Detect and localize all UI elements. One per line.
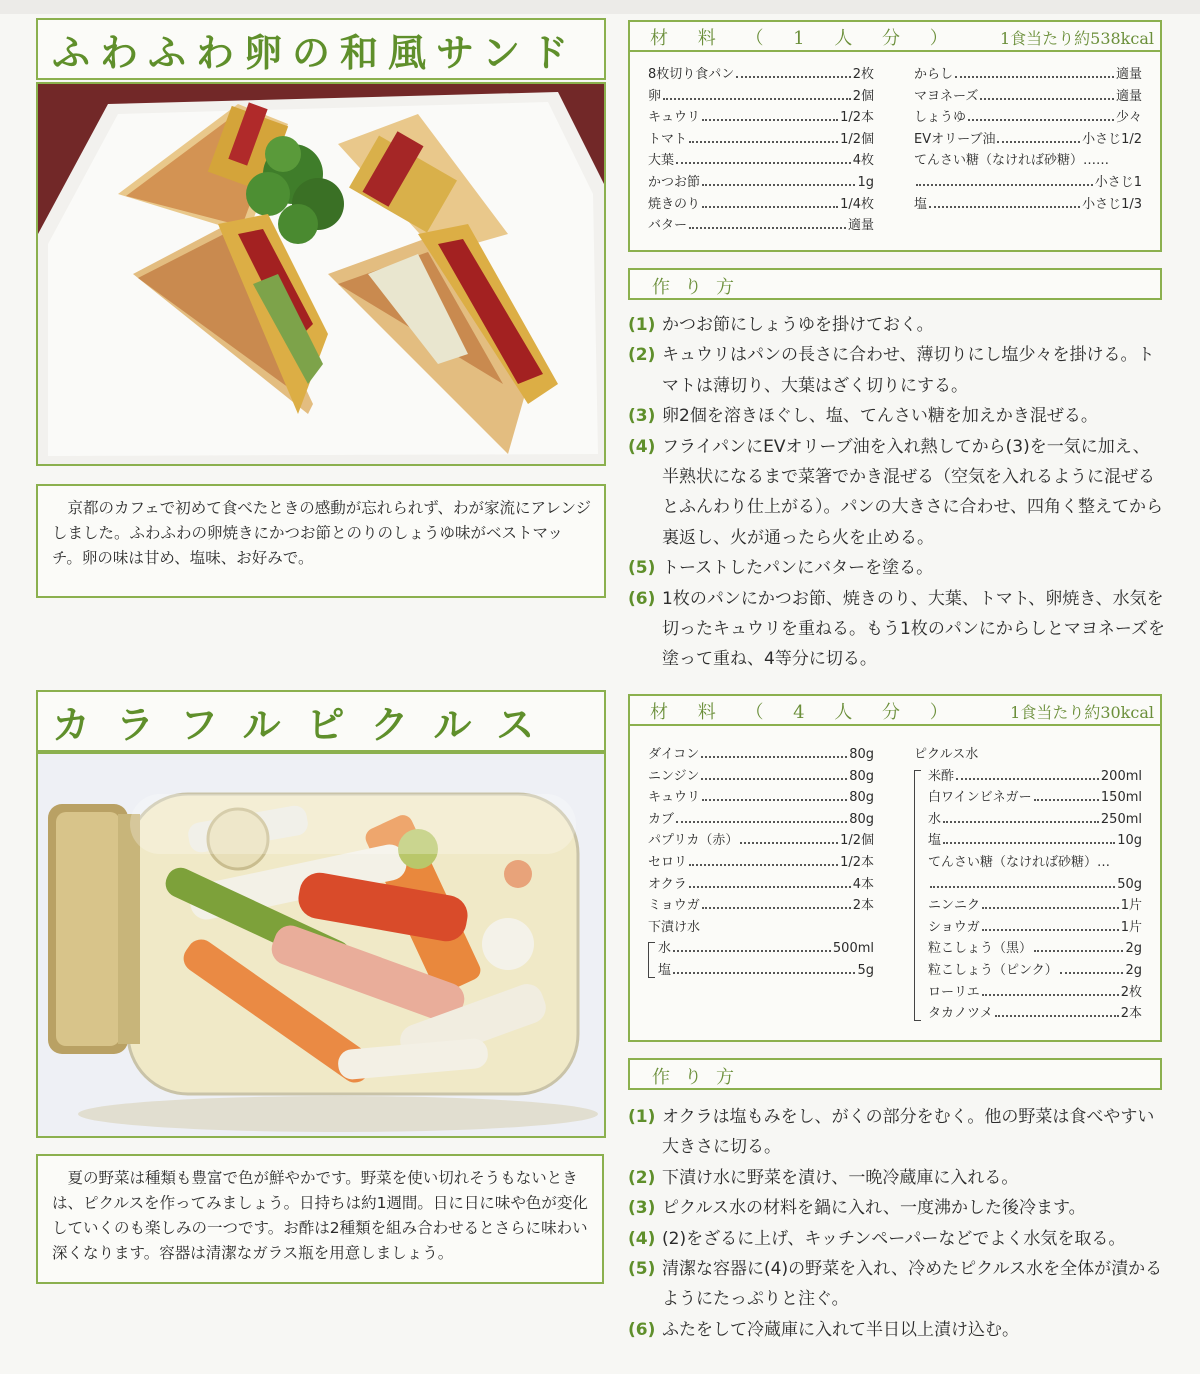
ingredients-header [630, 696, 1160, 726]
ingredient-amount: 2個 [852, 88, 874, 104]
ingredient-row [914, 107, 1142, 129]
ingredients-box [628, 20, 1162, 252]
ingredient-amount: 小さじ1/2 [1082, 131, 1142, 147]
ingredient-name: 水 [928, 811, 942, 827]
step-number: (3) [628, 1198, 656, 1219]
recipe-description: 京都のカフェで初めて食べたときの感動が忘れられず、わが家流にアレンジしました。ふわふわの卵焼きにかつお節とのりのしょうゆ味がベストマッチ。卵の味は甘め、塩味、お好みで。 [52, 499, 592, 567]
leader-dots [702, 799, 847, 801]
step-text: オクラは塩もみをし、がくの部分をむく。他の野菜は食べやすい大きさに切る。 [662, 1107, 1155, 1158]
ingredient-amount: 2本 [852, 898, 874, 914]
ingredient-name: 塩 [914, 196, 928, 212]
ingredient-name: 大葉 [648, 153, 675, 169]
ingredient-name: ショウガ [928, 919, 980, 935]
step-number: (1) [628, 1107, 656, 1127]
method-steps [628, 310, 1166, 675]
ingredient-row [928, 960, 1142, 982]
recipe-description-box [36, 484, 606, 598]
leader-dots [689, 227, 846, 229]
ingredient-name: しょうゆ [914, 110, 967, 126]
ingredient-row [648, 895, 874, 917]
ingredient-name: トマト [648, 131, 688, 147]
ingredient-name: カブ [648, 811, 675, 827]
step-text: 清潔な容器に(4)の野菜を入れ、冷めたピクルス水を全体が漬かるようにたっぷりと注ぐ。 [662, 1259, 1163, 1310]
ingredient-name: 塩 [928, 833, 942, 849]
leader-dots [980, 98, 1114, 100]
ingredient-row [658, 960, 874, 982]
ingredient-row [648, 874, 874, 896]
step-text: 下漬け水に野菜を漬け、一晩冷蔵庫に入れる。 [662, 1167, 1019, 1188]
method-step [628, 340, 1166, 401]
kcal-label: 1食当たり約30kcal [1010, 703, 1154, 722]
method-step [628, 401, 1166, 431]
leader-dots [929, 206, 1080, 208]
step-number: (5) [628, 1259, 656, 1280]
ingredient-name: バター [648, 218, 688, 234]
ingredient-amount: 1/2個 [840, 833, 874, 849]
ingredient-name: からし [914, 67, 954, 82]
ingredient-name: マヨネーズ [914, 88, 979, 104]
ingredient-amount: 1/4枚 [840, 196, 874, 212]
ingredient-row [648, 64, 874, 86]
pickle-water-label [914, 744, 1142, 766]
ingredient-amount: 1g [857, 174, 874, 190]
shitazuke-group [648, 938, 874, 981]
ingredient-row [648, 107, 874, 129]
ingredient-row [648, 194, 874, 216]
ingredient-row [914, 129, 1142, 151]
ingredients-header [630, 22, 1160, 52]
leader-dots [982, 929, 1119, 931]
step-number: (4) [628, 1228, 656, 1249]
pickles-photo [36, 752, 606, 1138]
ingredient-amount: 10g [1117, 833, 1142, 849]
step-text: トーストしたパンにバターを塗る。 [662, 558, 934, 579]
ingredient-amount: 小さじ1 [1094, 174, 1142, 190]
ingredient-amount: 500ml [832, 941, 874, 957]
leader-dots [740, 842, 838, 844]
ingredient-row [928, 830, 1142, 852]
group-label: ピクルス水 [914, 747, 979, 762]
leader-dots [982, 907, 1119, 909]
pickle-water-group [914, 766, 1142, 1025]
ingredient-name: キュウリ [648, 790, 701, 806]
jar-lid [48, 804, 140, 1054]
method-header [628, 268, 1162, 300]
ingredients-label: 材 料 （ 4 人 分 ） [650, 702, 960, 723]
ingredients-label: 材 料 （ 1 人 分 ） [650, 28, 960, 49]
ingredient-name: 白ワインビネガー [928, 790, 1032, 806]
ingredient-amount: 150ml [1100, 790, 1142, 806]
ingredient-amount: 2g [1125, 962, 1142, 978]
ingredient-row-continued [928, 874, 1142, 896]
leader-dots [997, 141, 1080, 143]
ingredient-row [928, 787, 1142, 809]
ingredient-name: 水 [658, 941, 672, 957]
leader-dots [982, 994, 1119, 996]
ingredient-name: 粒こしょう（ピンク） [928, 962, 1058, 978]
leader-dots [1034, 950, 1123, 952]
ingredient-name: 8枚切り食パン [648, 67, 735, 82]
method-step [628, 310, 1166, 340]
ingredient-amount: 200ml [1100, 768, 1142, 784]
leader-dots [676, 162, 851, 164]
step-text: キュウリはパンの長さに合わせ、薄切りにし塩少々を掛ける。トマトは薄切り、大葉はざく切りにする。 [662, 345, 1155, 396]
method-step [628, 1315, 1166, 1345]
ingredient-row [928, 895, 1142, 917]
step-number: (6) [628, 1319, 656, 1340]
ingredient-row [648, 766, 874, 788]
leader-dots [995, 1015, 1119, 1017]
ingredient-name: ダイコン [648, 747, 700, 762]
leader-dots [916, 184, 1093, 186]
recipe-title-box [36, 18, 606, 80]
ingredient-amount: 1片 [1120, 898, 1142, 914]
ingredient-row [914, 64, 1142, 86]
step-text: ふたをして冷蔵庫に入れて半日以上漬け込む。 [662, 1319, 1019, 1340]
ingredient-name: てんさい糖（なければ砂糖）…… [914, 153, 1110, 169]
ingredient-row [928, 938, 1142, 960]
ingredient-name: 塩 [658, 962, 672, 978]
ingredient-amount: 適量 [847, 218, 874, 234]
step-text: ピクルス水の材料を鍋に入れ、一度沸かした後冷ます。 [662, 1198, 1086, 1219]
leader-dots [702, 184, 855, 186]
ingredient-name: キュウリ [648, 110, 701, 126]
leader-dots [943, 842, 1115, 844]
method-label: 作り方 [652, 277, 748, 298]
ingredient-amount: 2枚 [852, 67, 874, 82]
recipe-title-box [36, 690, 606, 752]
leader-dots [701, 756, 847, 758]
bracket [914, 770, 921, 1021]
method-step [628, 1163, 1166, 1193]
ingredient-row [914, 194, 1142, 216]
leader-dots [676, 821, 847, 823]
method-step [628, 432, 1166, 554]
ingredient-amount: 80g [849, 790, 874, 806]
recipe-description: 夏の野菜は種類も豊富で色が鮮やかです。野菜を使い切れそうもないときは、ピクルスを作ってみましょう。日持ちは約1週間。日に日に味や色が変化していくのも楽しみの一つです。お酢は2種類を組み合わせるとさらに味わい深くなります。容器は清潔なガラス瓶を用意しましょう。 [52, 1169, 588, 1262]
shitazuke-label [648, 917, 874, 939]
kcal-label: 1食当たり約538kcal [999, 29, 1154, 48]
recipe-description-box [36, 1154, 604, 1284]
ingredient-name: てんさい糖（なければ砂糖）… [928, 854, 1111, 870]
leader-dots [1034, 799, 1099, 801]
step-text: (2)をざるに上げ、キッチンペーパーなどでよく水気を取る。 [662, 1228, 1126, 1249]
leader-dots [673, 972, 855, 974]
pickles-jar-illustration [38, 754, 604, 1136]
ingredient-amount: 少々 [1115, 110, 1142, 126]
ingredient-row [648, 744, 874, 766]
leader-dots [968, 119, 1114, 121]
ingredient-name: 米酢 [928, 768, 955, 784]
method-step [628, 584, 1166, 675]
leader-dots [702, 206, 838, 208]
ingredient-row [914, 150, 1142, 172]
ingredient-row [928, 982, 1142, 1004]
ingredients-box [628, 694, 1162, 1042]
leader-dots [689, 141, 838, 143]
leader-dots [943, 821, 1099, 823]
step-number: (2) [628, 1167, 656, 1188]
sandwich-photo [36, 82, 606, 466]
ingredient-row [928, 766, 1142, 788]
method-label: 作り方 [652, 1067, 748, 1088]
ingredient-amount: 小さじ1/3 [1082, 196, 1142, 212]
ingredient-row [648, 215, 874, 237]
bracket [648, 942, 655, 977]
leader-dots [736, 76, 850, 78]
step-text: 1枚のパンにかつお節、焼きのり、大葉、トマト、卵焼き、水気を切ったキュウリを重ねる。もう1枚のパンにからしとマヨネーズを塗って重ね、4等分に切る。 [662, 588, 1165, 670]
method-step [628, 1102, 1166, 1163]
method-step [628, 553, 1166, 583]
ingredient-row [914, 86, 1142, 108]
ingredient-amount: 1/2個 [840, 131, 874, 147]
step-number: (5) [628, 558, 656, 579]
ingredient-amount: 250ml [1100, 811, 1142, 827]
ingredient-row [928, 1003, 1142, 1025]
leader-dots [955, 76, 1114, 78]
ingredient-amount: 2枚 [1120, 984, 1142, 1000]
recipe-title: ふわふわ卵の和風サンド [52, 29, 579, 75]
ingredient-amount: 4枚 [852, 153, 874, 169]
ingredient-name: ローリエ [928, 984, 980, 1000]
method-header [628, 1058, 1162, 1090]
ingredients-left-column [648, 64, 874, 237]
ingredient-row [648, 787, 874, 809]
leader-dots [689, 864, 838, 866]
ingredient-name: ニンニク [928, 898, 981, 914]
leader-dots [663, 98, 851, 100]
ingredients-right-column [914, 744, 1142, 1025]
ingredient-row [648, 86, 874, 108]
page-top-edge [0, 0, 1200, 14]
group-label: 下漬け水 [648, 919, 701, 935]
leader-dots [702, 119, 838, 121]
ingredient-amount: 1片 [1120, 919, 1142, 935]
ingredient-name: 卵 [648, 88, 662, 104]
ingredient-amount: 2g [1125, 941, 1142, 957]
ingredient-row [648, 172, 874, 194]
method-step [628, 1224, 1166, 1254]
ingredient-name: ミョウガ [648, 898, 700, 914]
step-number: (2) [628, 345, 656, 366]
ingredient-amount: 50g [1117, 876, 1142, 892]
ingredient-row [928, 852, 1142, 874]
ingredient-amount: 適量 [1115, 67, 1142, 82]
leader-dots [1060, 972, 1124, 974]
ingredient-amount: 適量 [1115, 88, 1142, 104]
method-step [628, 1193, 1166, 1223]
recipe-title: カラフルピクルス [52, 701, 561, 747]
ingredient-row [658, 938, 874, 960]
ingredient-amount: 1/2本 [840, 110, 874, 126]
ingredients-right-column [914, 64, 1142, 215]
sandwich-illustration [38, 84, 604, 464]
ingredient-row [648, 129, 874, 151]
ingredient-amount: 5g [857, 962, 874, 978]
method-step [628, 1254, 1166, 1315]
ingredient-name: セロリ [648, 854, 688, 870]
ingredient-row [648, 830, 874, 852]
step-number: (1) [628, 315, 656, 335]
ingredient-name: 焼きのり [648, 196, 701, 212]
ingredient-amount: 80g [849, 768, 874, 784]
leader-dots [701, 778, 847, 780]
ingredients-left-column [648, 744, 874, 982]
ingredient-row [648, 809, 874, 831]
method-steps [628, 1102, 1166, 1345]
ingredient-name: オクラ [648, 876, 687, 892]
ingredient-row [928, 809, 1142, 831]
leader-dots [689, 886, 851, 888]
ingredient-name: タカノツメ [928, 1006, 993, 1022]
leader-dots [956, 778, 1099, 780]
step-text: 卵2個を溶きほぐし、塩、てんさい糖を加えかき混ぜる。 [662, 406, 1098, 427]
ingredient-name: パプリカ（赤） [648, 833, 739, 849]
ingredient-row [928, 917, 1142, 939]
ingredient-row [648, 852, 874, 874]
ingredient-name: EVオリーブ油 [914, 131, 996, 147]
step-number: (4) [628, 436, 656, 457]
ingredient-name: ニンジン [648, 768, 700, 784]
step-number: (6) [628, 588, 656, 609]
step-text: フライパンにEVオリーブ油を入れ熱してから(3)を一気に加え、半熟状になるまで菜箸でかき混ぜる（空気を入れるように混ぜるとふんわり仕上がる）。パンの大きさに合わせ、四角く整えてから裏返し、火が通ったら火を止める。 [662, 436, 1163, 548]
ingredient-amount: 1/2本 [840, 854, 874, 870]
step-number: (3) [628, 406, 656, 427]
leader-dots [673, 950, 831, 952]
ingredient-row [648, 150, 874, 172]
ingredient-amount: 2本 [1120, 1006, 1142, 1022]
ingredient-name: 粒こしょう（黒） [928, 941, 1033, 957]
ingredient-row-continued [914, 172, 1142, 194]
leader-dots [930, 886, 1115, 888]
leader-dots [702, 907, 851, 909]
ingredient-amount: 80g [849, 811, 874, 827]
ingredient-amount: 80g [849, 747, 874, 762]
ingredient-amount: 4本 [852, 876, 874, 892]
ingredient-name: かつお節 [648, 174, 701, 190]
step-text: かつお節にしょうゆを掛けておく。 [662, 315, 934, 335]
